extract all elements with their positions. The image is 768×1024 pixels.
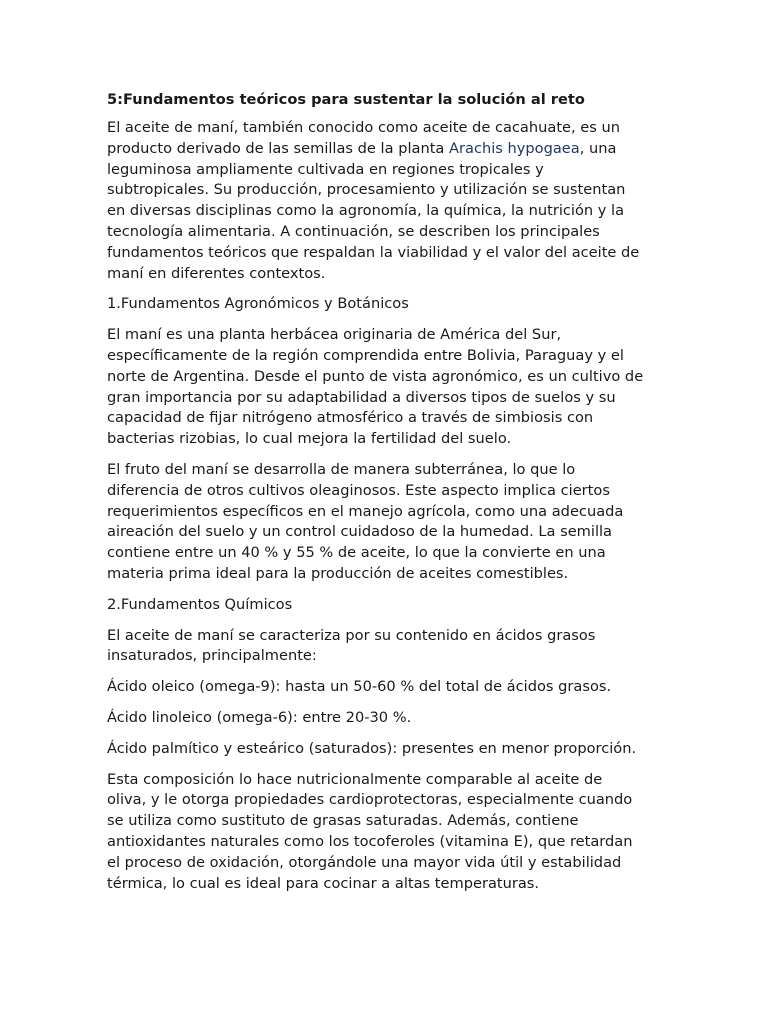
text-line: se utiliza como sustituto de grasas saturadas. Además, contiene xyxy=(107,812,579,830)
intro-paragraph xyxy=(107,118,667,284)
text-line: fundamentos teóricos que respaldan la viabilidad y el valor del aceite de xyxy=(107,243,640,261)
text-line: materia prima ideal para la producción de aceites comestibles. xyxy=(107,564,569,582)
text-line: tecnología alimentaria. A continuación, se describen los principales xyxy=(107,222,600,240)
fatty-acid-item-linoleic: Ácido linoleico (omega-6): entre 20-30 %. xyxy=(107,708,412,726)
paragraph-fruit xyxy=(107,460,667,585)
paragraph-origin xyxy=(107,325,667,450)
text-line: El aceite de maní, también conocido como aceite de cacahuate, es un xyxy=(107,119,621,136)
text-line: aireación del suelo y un control cuidadoso de la humedad. La semilla xyxy=(107,523,612,541)
paragraph-nutrition xyxy=(107,770,667,895)
document-page xyxy=(107,88,667,904)
text-line: oliva, y le otorga propiedades cardioprotectoras, especialmente cuando xyxy=(107,791,633,809)
text-line: específicamente de la región comprendida entre Bolivia, Paraguay y el xyxy=(107,346,624,364)
fatty-acid-item-oleic: Ácido oleico (omega-9): hasta un 50-60 % del total de ácidos grasos. xyxy=(107,678,612,696)
text-line: contiene entre un 40 % y 55 % de aceite, lo que la convierte en una xyxy=(107,544,606,562)
text-line: térmica, lo cual es ideal para cocinar a altas temperaturas. xyxy=(107,874,540,892)
text-line: subtropicales. Su producción, procesamiento y utilización se sustentan xyxy=(107,181,626,199)
text-line: insaturados, principalmente: xyxy=(107,647,317,665)
text-segment: , una xyxy=(579,139,617,157)
text-line: maní en diferentes contextos. xyxy=(107,264,326,282)
paragraph-fatty-acids xyxy=(107,626,667,668)
text-line: bacterias rizobias, lo cual mejora la fertilidad del suelo. xyxy=(107,430,512,448)
fatty-acid-item-saturated: Ácido palmítico y esteárico (saturados): presentes en menor proporción. xyxy=(107,739,637,757)
text-line: capacidad de fijar nitrógeno atmosférico a través de simbiosis con xyxy=(107,409,594,427)
species-name: Arachis hypogaea xyxy=(449,139,580,157)
text-line: norte de Argentina. Desde el punto de vista agronómico, es un cultivo de xyxy=(107,367,644,385)
text-line: antioxidantes naturales como los tocoferoles (vitamina E), que retardan xyxy=(107,832,633,850)
text-line xyxy=(107,139,667,160)
text-line: Esta composición lo hace nutricionalmente comparable al aceite de xyxy=(107,770,603,788)
text-line: requerimientos específicos en el manejo agrícola, como una adecuada xyxy=(107,502,624,520)
text-line: leguminosa ampliamente cultivada en regiones tropicales y xyxy=(107,160,544,178)
text-line: el proceso de oxidación, otorgándole una mayor vida útil y estabilidad xyxy=(107,853,622,871)
page-title: 5:Fundamentos teóricos para sustentar la solución al reto xyxy=(107,91,585,108)
text-line: El aceite de maní se caracteriza por su contenido en ácidos grasos xyxy=(107,626,596,644)
text-line: en diversas disciplinas como la agronomía, la química, la nutrición y la xyxy=(107,202,625,220)
section-heading-agronomic: 1.Fundamentos Agronómicos y Botánicos xyxy=(107,295,409,313)
text-segment: producto derivado de las semillas de la planta xyxy=(107,139,450,157)
text-line: gran importancia por su adaptabilidad a diversos tipos de suelos y su xyxy=(107,388,616,406)
text-line: El fruto del maní se desarrolla de manera subterránea, lo que lo xyxy=(107,460,576,478)
section-heading-chemical: 2.Fundamentos Químicos xyxy=(107,595,293,613)
text-line: diferencia de otros cultivos oleaginosos. Este aspecto implica ciertos xyxy=(107,481,610,499)
text-line: El maní es una planta herbácea originaria de América del Sur, xyxy=(107,326,562,344)
